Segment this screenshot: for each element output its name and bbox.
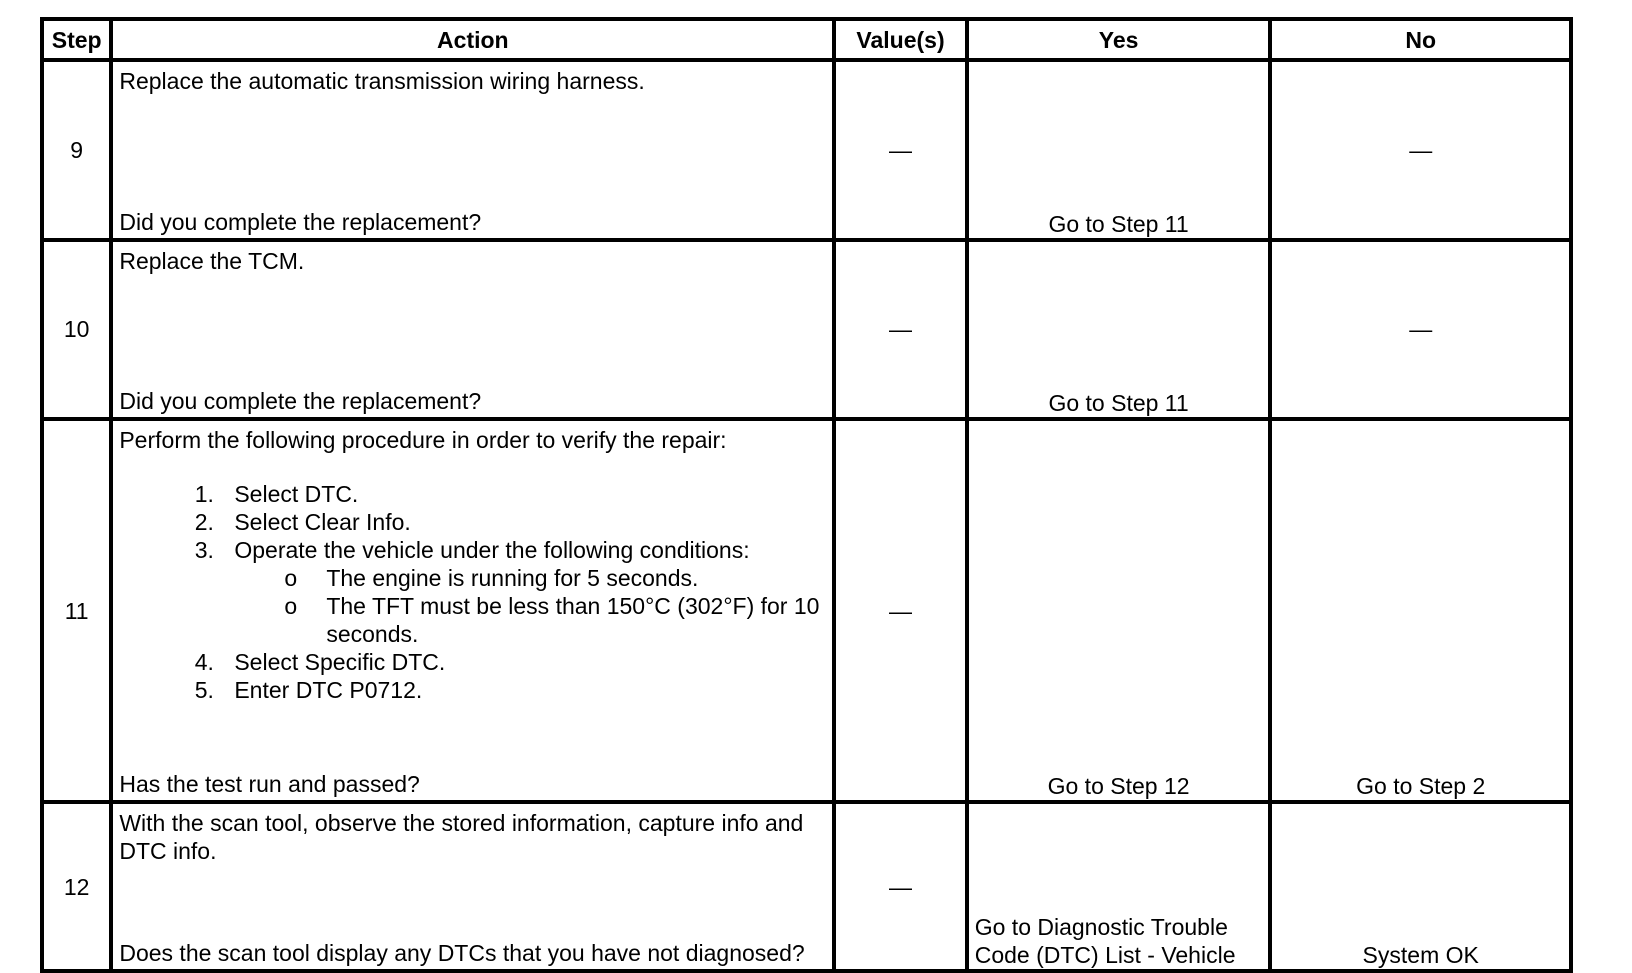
values-cell: — <box>834 419 966 802</box>
action-question: Did you complete the replacement? <box>119 388 482 414</box>
yes-cell: Go to Step 12 <box>967 419 1271 802</box>
procedure-item: 4. Select Specific DTC. <box>220 648 824 676</box>
action-text: Replace the TCM. <box>119 247 305 274</box>
values-cell: — <box>834 240 966 419</box>
step-number: 9 <box>42 60 111 239</box>
table-row <box>42 60 1571 239</box>
action-cell <box>111 802 834 971</box>
condition-item: o The TFT must be less than 150°C (302°F) for 10 seconds. <box>326 592 824 648</box>
no-cell: Go to Step 2 <box>1270 419 1571 802</box>
table-row <box>42 419 1571 802</box>
step-number: 11 <box>42 419 111 802</box>
yes-cell: Go to Step 11 <box>967 60 1271 239</box>
action-cell <box>111 60 834 239</box>
action-text: Perform the following procedure in order to verify the repair: <box>119 427 727 453</box>
action-cell <box>111 240 834 419</box>
action-text: With the scan tool, observe the stored information, capture info and DTC info. <box>119 810 804 865</box>
header-no: No <box>1270 19 1571 60</box>
header-row <box>42 19 1571 60</box>
procedure-item: 5. Enter DTC P0712. <box>220 676 824 704</box>
header-yes: Yes <box>967 19 1271 60</box>
values-cell: — <box>834 802 966 971</box>
header-action: Action <box>111 19 834 60</box>
action-text: Replace the automatic transmission wiring harness. <box>119 68 645 95</box>
action-question: Did you complete the replacement? <box>119 208 482 235</box>
action-question: Does the scan tool display any DTCs that you have not diagnosed? <box>119 940 805 966</box>
step-number: 10 <box>42 240 111 419</box>
no-cell: System OK <box>1270 802 1571 971</box>
action-cell <box>111 419 834 802</box>
yes-cell: Go to Diagnostic Trouble Code (DTC) List - Vehicle <box>967 802 1271 971</box>
table-row <box>42 802 1571 971</box>
step-number: 12 <box>42 802 111 971</box>
conditions-list <box>234 564 824 648</box>
procedure-item: 1. Select DTC. <box>220 480 824 508</box>
procedure-item <box>220 536 824 648</box>
table-row <box>42 240 1571 419</box>
header-values: Value(s) <box>834 19 966 60</box>
no-cell: — <box>1270 60 1571 239</box>
action-question: Has the test run and passed? <box>119 771 420 798</box>
procedure-list <box>119 480 824 704</box>
no-cell: — <box>1270 240 1571 419</box>
header-step: Step <box>42 19 111 60</box>
yes-cell: Go to Step 11 <box>967 240 1271 419</box>
procedure-item-text: Operate the vehicle under the following conditions: <box>234 537 750 563</box>
values-cell: — <box>834 60 966 239</box>
procedure-item: 2. Select Clear Info. <box>220 508 824 536</box>
condition-item: o The engine is running for 5 seconds. <box>326 564 824 592</box>
diagnostic-table <box>40 17 1573 973</box>
